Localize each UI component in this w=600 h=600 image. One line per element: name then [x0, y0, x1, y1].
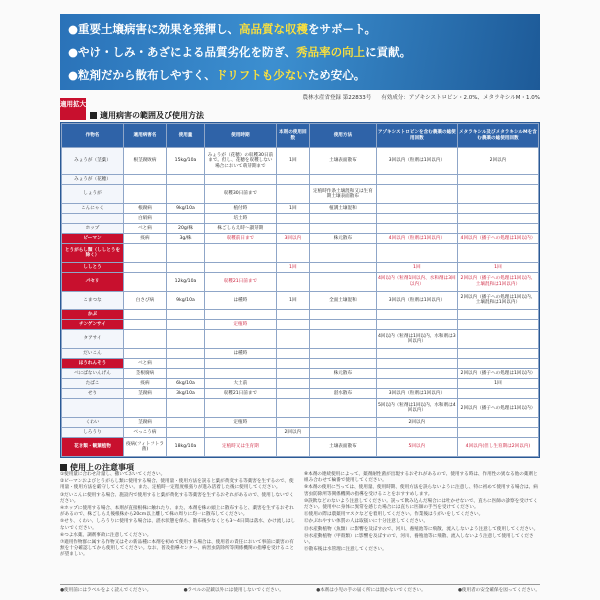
banner-line-1-post: をサポート。 — [308, 22, 377, 36]
cell-meta — [457, 213, 538, 223]
cell-amount — [166, 320, 204, 330]
cell-method — [310, 175, 377, 185]
cell-method: 株元散布 — [310, 234, 377, 244]
cell-disease: 茎根腐病 — [124, 369, 167, 379]
cell-amount: 18kg/10a — [166, 438, 204, 457]
cell-times — [276, 320, 309, 330]
footer-note-2: ●ラベルの記載以外には使用しないでください。 — [183, 588, 284, 593]
cell-crop: しろうり — [62, 428, 124, 438]
cell-meta — [457, 244, 538, 263]
note-item: ⑥つよ水薬、調剤事故に注意してください。 — [60, 532, 152, 538]
cell-crop: ホップ — [62, 224, 124, 234]
cell-amount: 15kg/10a — [166, 148, 204, 175]
cell-timing — [205, 359, 277, 369]
cell-amount: 9kg/10a — [166, 203, 204, 213]
cell-crop: ピーマン — [62, 234, 124, 244]
notes-section-title-text: 使用上の注意事項 — [70, 463, 134, 472]
registration-number: 農林水産省登録 第22833号 — [302, 95, 372, 101]
cell-disease: べと病 — [124, 359, 167, 369]
cell-crop: かぶ — [62, 310, 124, 320]
table-row — [62, 262, 539, 272]
cell-azo: 3回以内（粒剤は1回以内） — [376, 389, 457, 399]
note-item: ⑮散布後は水管理に注意してください。 — [304, 547, 387, 553]
cell-crop: とうがらし類（ししとうを除く） — [62, 244, 124, 263]
cell-meta: 2回以内（播子への処理は1回以内） — [457, 369, 538, 379]
cell-times — [276, 175, 309, 185]
notes-left-column — [60, 472, 296, 560]
cell-times — [276, 213, 309, 223]
cell-method — [310, 244, 377, 263]
cell-azo — [376, 359, 457, 369]
cell-timing — [205, 330, 277, 349]
notes-right-column — [304, 472, 540, 560]
cell-meta: 4回以内(但し生育期は2回以内) — [457, 438, 538, 457]
cell-disease: 疫病 — [124, 379, 167, 389]
cell-crop: 花き類・観葉植物 — [62, 438, 124, 457]
table-header-row — [62, 124, 539, 148]
cell-amount — [166, 213, 204, 223]
cell-timing: みょうが（花穂）の収穫30日前まで。但し、花穂を収穫しない場合において萌芽期まで — [205, 148, 277, 175]
cell-disease — [124, 262, 167, 272]
cell-meta — [457, 428, 538, 438]
cell-azo: 2回以内 — [376, 418, 457, 428]
cell-times: 1回 — [276, 262, 309, 272]
note-item: ⑤せり、くわい、しろうりに使用する場合は、湛水状態を保ち、散布後少なくとも3～4日間は落水、かけ流しはしないでください。 — [60, 519, 296, 531]
cell-meta — [457, 310, 538, 320]
cell-timing: 定植時 — [205, 418, 277, 428]
cell-method — [310, 359, 377, 369]
cell-crop: みょうが（茎葉） — [62, 148, 124, 175]
cell-amount — [166, 175, 204, 185]
cell-times: 3回以内 — [276, 234, 309, 244]
cell-azo — [376, 224, 457, 234]
cell-times — [276, 389, 309, 399]
cell-azo — [376, 369, 457, 379]
cell-method — [310, 262, 377, 272]
table-row — [62, 320, 539, 330]
cell-crop: だいこん — [62, 348, 124, 358]
square-bullet-icon — [90, 112, 97, 119]
cell-crop: しょうが — [62, 185, 124, 204]
cell-crop: タアサイ — [62, 330, 124, 349]
cell-times — [276, 418, 309, 428]
cell-azo: 4回以内（粒剤は1回以内） — [376, 234, 457, 244]
cell-amount: 3kg/10a — [166, 389, 204, 399]
cell-amount: 12kg/10a — [166, 272, 204, 291]
cell-method — [310, 320, 377, 330]
table-row — [62, 291, 539, 310]
note-item: ⑨本剤の使用に当っては、使用量、使用時期、使用方法を誤らないように注意し、特に初めて使用する場合は、病害虫防除所等関係機関の指導を受けることをおすすめします。 — [304, 485, 538, 497]
cell-crop: こんにゃく — [62, 203, 124, 213]
cell-times — [276, 185, 309, 204]
cell-timing — [205, 399, 277, 418]
registration-info — [60, 93, 540, 101]
cell-disease: べっこう病 — [124, 428, 167, 438]
cell-azo: 5回以内（粒剤は1回以内、水和剤は4回以内） — [376, 399, 457, 418]
cell-crop: みょうが（花穂） — [62, 175, 124, 185]
cell-disease — [124, 348, 167, 358]
cell-azo: 4回以内（粒剤1回以内、水和剤は3回以内） — [376, 272, 457, 291]
cell-method — [310, 213, 377, 223]
cell-azo: 5回以内 — [376, 438, 457, 457]
cell-crop: ししとう — [62, 262, 124, 272]
cell-crop — [62, 213, 124, 223]
cell-method: 湛水散布 — [310, 389, 377, 399]
cell-disease: 茎腐病 — [124, 418, 167, 428]
table-row — [62, 213, 539, 223]
cell-amount — [166, 418, 204, 428]
notes-block — [60, 472, 540, 560]
cell-times: 1回 — [276, 291, 309, 310]
cell-method — [310, 330, 377, 349]
square-bullet-icon — [60, 464, 67, 471]
cell-times — [276, 359, 309, 369]
cell-timing — [205, 428, 277, 438]
table-row — [62, 369, 539, 379]
cell-azo: 3回以内（粒剤は1回以内） — [376, 291, 457, 310]
cell-amount — [166, 369, 204, 379]
note-item: ⑦適用作物群に属する作物又はその新品種に本剤を初めて使用する場合は、使用者の責任において事前に薬害の有無を十分確認してから使用してください。なお、普及指導センター、病害虫防除所等関係機関の指導を受けることが望ましい。 — [60, 540, 294, 558]
cell-amount — [166, 185, 204, 204]
cell-disease: べと病 — [124, 224, 167, 234]
cell-crop: ほうれんそう — [62, 359, 124, 369]
table-row — [62, 438, 539, 457]
cell-times — [276, 399, 309, 418]
note-item: ⑩誤飲などのないよう注意してください。誤って飲み込んだ場合には吐かせないで、直ちに医師の診察を受けてください。使用中に身体に異常を感じた場合には直ちに医師の手当を受けてください。 — [304, 498, 538, 511]
cell-amount: 3g/株 — [166, 234, 204, 244]
cell-times — [276, 330, 309, 349]
header-amount: 使用量 — [166, 124, 204, 148]
cell-amount — [166, 428, 204, 438]
cell-azo — [376, 203, 457, 213]
cell-timing: は種時 — [205, 348, 277, 358]
cell-method — [310, 379, 377, 389]
cell-disease — [124, 244, 167, 263]
cell-method: 植溝土壌混和 — [310, 203, 377, 213]
note-item: ⑪使用の際は農薬用マスクなどを着用してください。作業後はうがいをしてください。 — [304, 512, 484, 518]
cell-disease — [124, 272, 167, 291]
banner-line-2 — [68, 41, 532, 64]
cell-method: 全面土壌混和 — [310, 291, 377, 310]
cell-azo: 1回 — [376, 262, 457, 272]
cell-timing — [205, 175, 277, 185]
cell-azo: 3回以内（粒剤は1回以内） — [376, 148, 457, 175]
cell-method — [310, 272, 377, 291]
cell-method: 土壌表面散布 — [310, 438, 377, 457]
cell-times — [276, 348, 309, 358]
table-row — [62, 399, 539, 418]
header-method: 使用方法 — [310, 124, 377, 148]
cell-meta — [457, 330, 538, 349]
cell-amount — [166, 359, 204, 369]
header-disease: 適用病害名 — [124, 124, 167, 148]
banner-line-2-highlight: 秀品率の向上 — [296, 45, 366, 59]
cell-azo — [376, 348, 457, 358]
cell-disease — [124, 310, 167, 320]
banner-line-3-post: ため安心。 — [307, 68, 366, 82]
cell-azo — [376, 310, 457, 320]
cell-timing — [205, 244, 277, 263]
note-item: ②ピーマンおよびとうがらし類に使用する場合、使用量・使用方法を誤ると葉が黄変する等薬害を生ずるので、使用量・使用方法を厳守してください。また、定植時一定程度根張りが進み活着した後に使用してください。 — [60, 479, 294, 491]
cell-crop: くわい — [62, 418, 124, 428]
cell-azo: 4回以内（粒剤は1回以内、水和剤は3回以内） — [376, 330, 457, 349]
cell-disease: 根腐病 — [124, 203, 167, 213]
cell-azo — [376, 428, 457, 438]
cell-meta: 1回 — [457, 379, 538, 389]
cell-meta — [457, 185, 538, 204]
cell-amount: 9kg/10a — [166, 291, 204, 310]
cell-timing: 定植時 — [205, 320, 277, 330]
cell-meta: 1回 — [457, 262, 538, 272]
cell-crop: チンゲンサイ — [62, 320, 124, 330]
header-azo-total: アゾキシストロビンを含む農薬の総使用回数 — [376, 124, 457, 148]
cell-disease — [124, 320, 167, 330]
cell-method: 定植時作条土壌混和又は生育期土壌表面散布 — [310, 185, 377, 204]
cell-times: 1回 — [276, 203, 309, 213]
cell-timing: 定植時又は生育期 — [205, 438, 277, 457]
banner-line-3-highlight: ドリフトも少ない — [215, 68, 308, 82]
banner-line-1-pre: ●重要土壌病害に効果を発揮し、 — [68, 22, 240, 36]
banner-line-1 — [68, 18, 532, 41]
note-item: ⑬水産動植物（魚類）に影響を及ぼすので、河川、養殖池等に飛散、流入しないよう注意して使用してください。 — [304, 526, 539, 532]
cell-meta: 2回以内（播子への処理は1回以内、土壌混和は1回以内） — [457, 291, 538, 310]
cell-disease: 疫病 — [124, 234, 167, 244]
cell-disease: 根茎腐敗病 — [124, 148, 167, 175]
cell-azo — [376, 175, 457, 185]
table-row — [62, 234, 539, 244]
banner-line-3-pre: ●粒剤だから散布しやすく、 — [68, 68, 216, 82]
table-row — [62, 185, 539, 204]
cell-method: 土壌表面散布 — [310, 148, 377, 175]
cell-times — [276, 224, 309, 234]
table-row — [62, 175, 539, 185]
note-item: ⑫かぶれやすい体質の人は取扱いに十分注意してください。 — [304, 519, 429, 525]
cell-meta — [457, 320, 538, 330]
cell-method — [310, 310, 377, 320]
cell-timing: 収穫30日前まで — [205, 185, 277, 204]
cell-timing — [205, 369, 277, 379]
cell-timing: 植付時 — [205, 203, 277, 213]
cell-times — [276, 244, 309, 263]
cell-method — [310, 418, 377, 428]
cell-disease — [124, 175, 167, 185]
cell-method — [310, 224, 377, 234]
expansion-badge: 適用拡大 — [60, 98, 86, 120]
footer-note-4: ●使用者の安全確保を図ってください。 — [457, 588, 540, 593]
cell-meta: 2回以内（播子への処理は1回以内、土壌混和は1回以内） — [457, 272, 538, 291]
table-row — [62, 389, 539, 399]
table-row — [62, 203, 539, 213]
header-timing: 使用時期 — [205, 124, 277, 148]
cell-meta — [457, 203, 538, 213]
cell-disease: 白さび病 — [124, 291, 167, 310]
note-item: ①使用量に合わせ計量し、撒いておいてください。 — [60, 472, 166, 477]
cell-amount — [166, 330, 204, 349]
cell-crop: パセリ — [62, 272, 124, 291]
cell-amount — [166, 244, 204, 263]
header-meta-total: メタラキシル及びメタラキシルMを含む農薬の総使用回数 — [457, 124, 538, 148]
cell-crop: せり — [62, 389, 124, 399]
cell-meta — [457, 359, 538, 369]
banner-line-2-pre: ●やけ・しみ・あざによる品質劣化を防ぎ、 — [68, 45, 297, 59]
cell-method — [310, 428, 377, 438]
banner-line-2-post: に貢献。 — [365, 45, 412, 59]
note-item: ⑧本剤の連続使用によって、薬剤耐性菌が出現するおそれがあるので、使用する時は、作用性の異なる他の薬剤と組み合わせて輪番で使用してください。 — [304, 472, 538, 484]
cell-times: 2回以内 — [276, 428, 309, 438]
table-row — [62, 379, 539, 389]
cell-meta — [457, 348, 538, 358]
cell-times: 1回 — [276, 148, 309, 175]
table-section-title — [90, 110, 204, 121]
cell-disease — [124, 330, 167, 349]
table-row — [62, 348, 539, 358]
cell-times — [276, 438, 309, 457]
cell-disease: 白絹病 — [124, 213, 167, 223]
cell-timing: 株ごしらえ時～讃芽期 — [205, 224, 277, 234]
cell-timing: 大土前 — [205, 379, 277, 389]
cell-amount: 20g/株 — [166, 224, 204, 234]
cell-method — [310, 348, 377, 358]
cell-crop: べにばないんげん — [62, 369, 124, 379]
cell-method: 株元散布 — [310, 369, 377, 379]
table-row — [62, 428, 539, 438]
table-row — [62, 272, 539, 291]
table-section-title-text: 適用病害の範囲及び使用方法 — [100, 111, 204, 120]
cell-timing: 収穫21日前まで — [205, 272, 277, 291]
hero-banner — [60, 14, 540, 90]
table-row — [62, 330, 539, 349]
cell-meta — [457, 389, 538, 399]
banner-line-1-highlight: 高品質な収穫 — [239, 22, 309, 36]
cell-timing: 培土時 — [205, 213, 277, 223]
cell-crop: たばこ — [62, 379, 124, 389]
cell-meta: 4回以内（播子への処理は1回以内） — [457, 234, 538, 244]
note-item: ⑭水産動植物（甲殻類）に影響を及ぼすので、河川、養殖池等に飛散、流入しないよう注意して使用してください。 — [304, 533, 534, 546]
cell-azo — [376, 213, 457, 223]
cell-timing — [205, 262, 277, 272]
cell-amount — [166, 399, 204, 418]
note-item: ④ホップに使用する場合、本剤が直接根株に触れたり、また、本剤を株の頭上に散布すると、薬害を生ずるおそれがあるので、株ごしらえ後根株から20cm以上離して株の周りに均一に散布してください。 — [60, 506, 294, 518]
cell-crop — [62, 399, 124, 418]
cell-meta: 2回以内（播子への処理は1回以内） — [457, 399, 538, 418]
header-times: 本剤の使用回数 — [276, 124, 309, 148]
table-row — [62, 224, 539, 234]
cell-disease: 茎腐病 — [124, 389, 167, 399]
note-item: ③だいこんに使用する場合、施設内で使用すると葉が黄化する等薬害を生ずるおそれがあるので、使用しないでください。 — [60, 492, 294, 504]
cell-method — [310, 399, 377, 418]
cell-amount — [166, 310, 204, 320]
cell-crop: こまつな — [62, 291, 124, 310]
cell-meta — [457, 224, 538, 234]
cell-amount — [166, 348, 204, 358]
cell-timing: は種時 — [205, 291, 277, 310]
active-ingredients: 有効成分：アゾキシストロビン・2.0%、メタラキシルM・1.0% — [381, 95, 540, 101]
cell-azo — [376, 185, 457, 204]
cell-disease: 疫病(フィトフトラ菌) — [124, 438, 167, 457]
cell-times — [276, 272, 309, 291]
table-row — [62, 148, 539, 175]
table-row — [62, 310, 539, 320]
cell-amount — [166, 262, 204, 272]
table-row — [62, 418, 539, 428]
application-table — [60, 122, 540, 458]
cell-meta — [457, 418, 538, 428]
cell-times — [276, 369, 309, 379]
cell-disease — [124, 399, 167, 418]
cell-meta — [457, 175, 538, 185]
cell-times — [276, 379, 309, 389]
cell-azo — [376, 379, 457, 389]
cell-azo — [376, 320, 457, 330]
cell-timing: 収穫21日前まで — [205, 389, 277, 399]
cell-times — [276, 310, 309, 320]
header-crop: 作物名 — [62, 124, 124, 148]
table-row — [62, 244, 539, 263]
cell-amount: 6kg/10a — [166, 379, 204, 389]
cell-azo — [376, 244, 457, 263]
table-row — [62, 359, 539, 369]
cell-disease — [124, 185, 167, 204]
banner-line-3 — [68, 64, 532, 87]
footer — [60, 584, 540, 593]
cell-timing — [205, 310, 277, 320]
footer-note-3: ●本剤は小児の手の届く所には置かないでください。 — [316, 588, 426, 593]
footer-note-1: ●使用前にはラベルをよく読んでください。 — [60, 588, 152, 593]
cell-timing: 収穫前日まで — [205, 234, 277, 244]
cell-meta: 2回以内 — [457, 148, 538, 175]
